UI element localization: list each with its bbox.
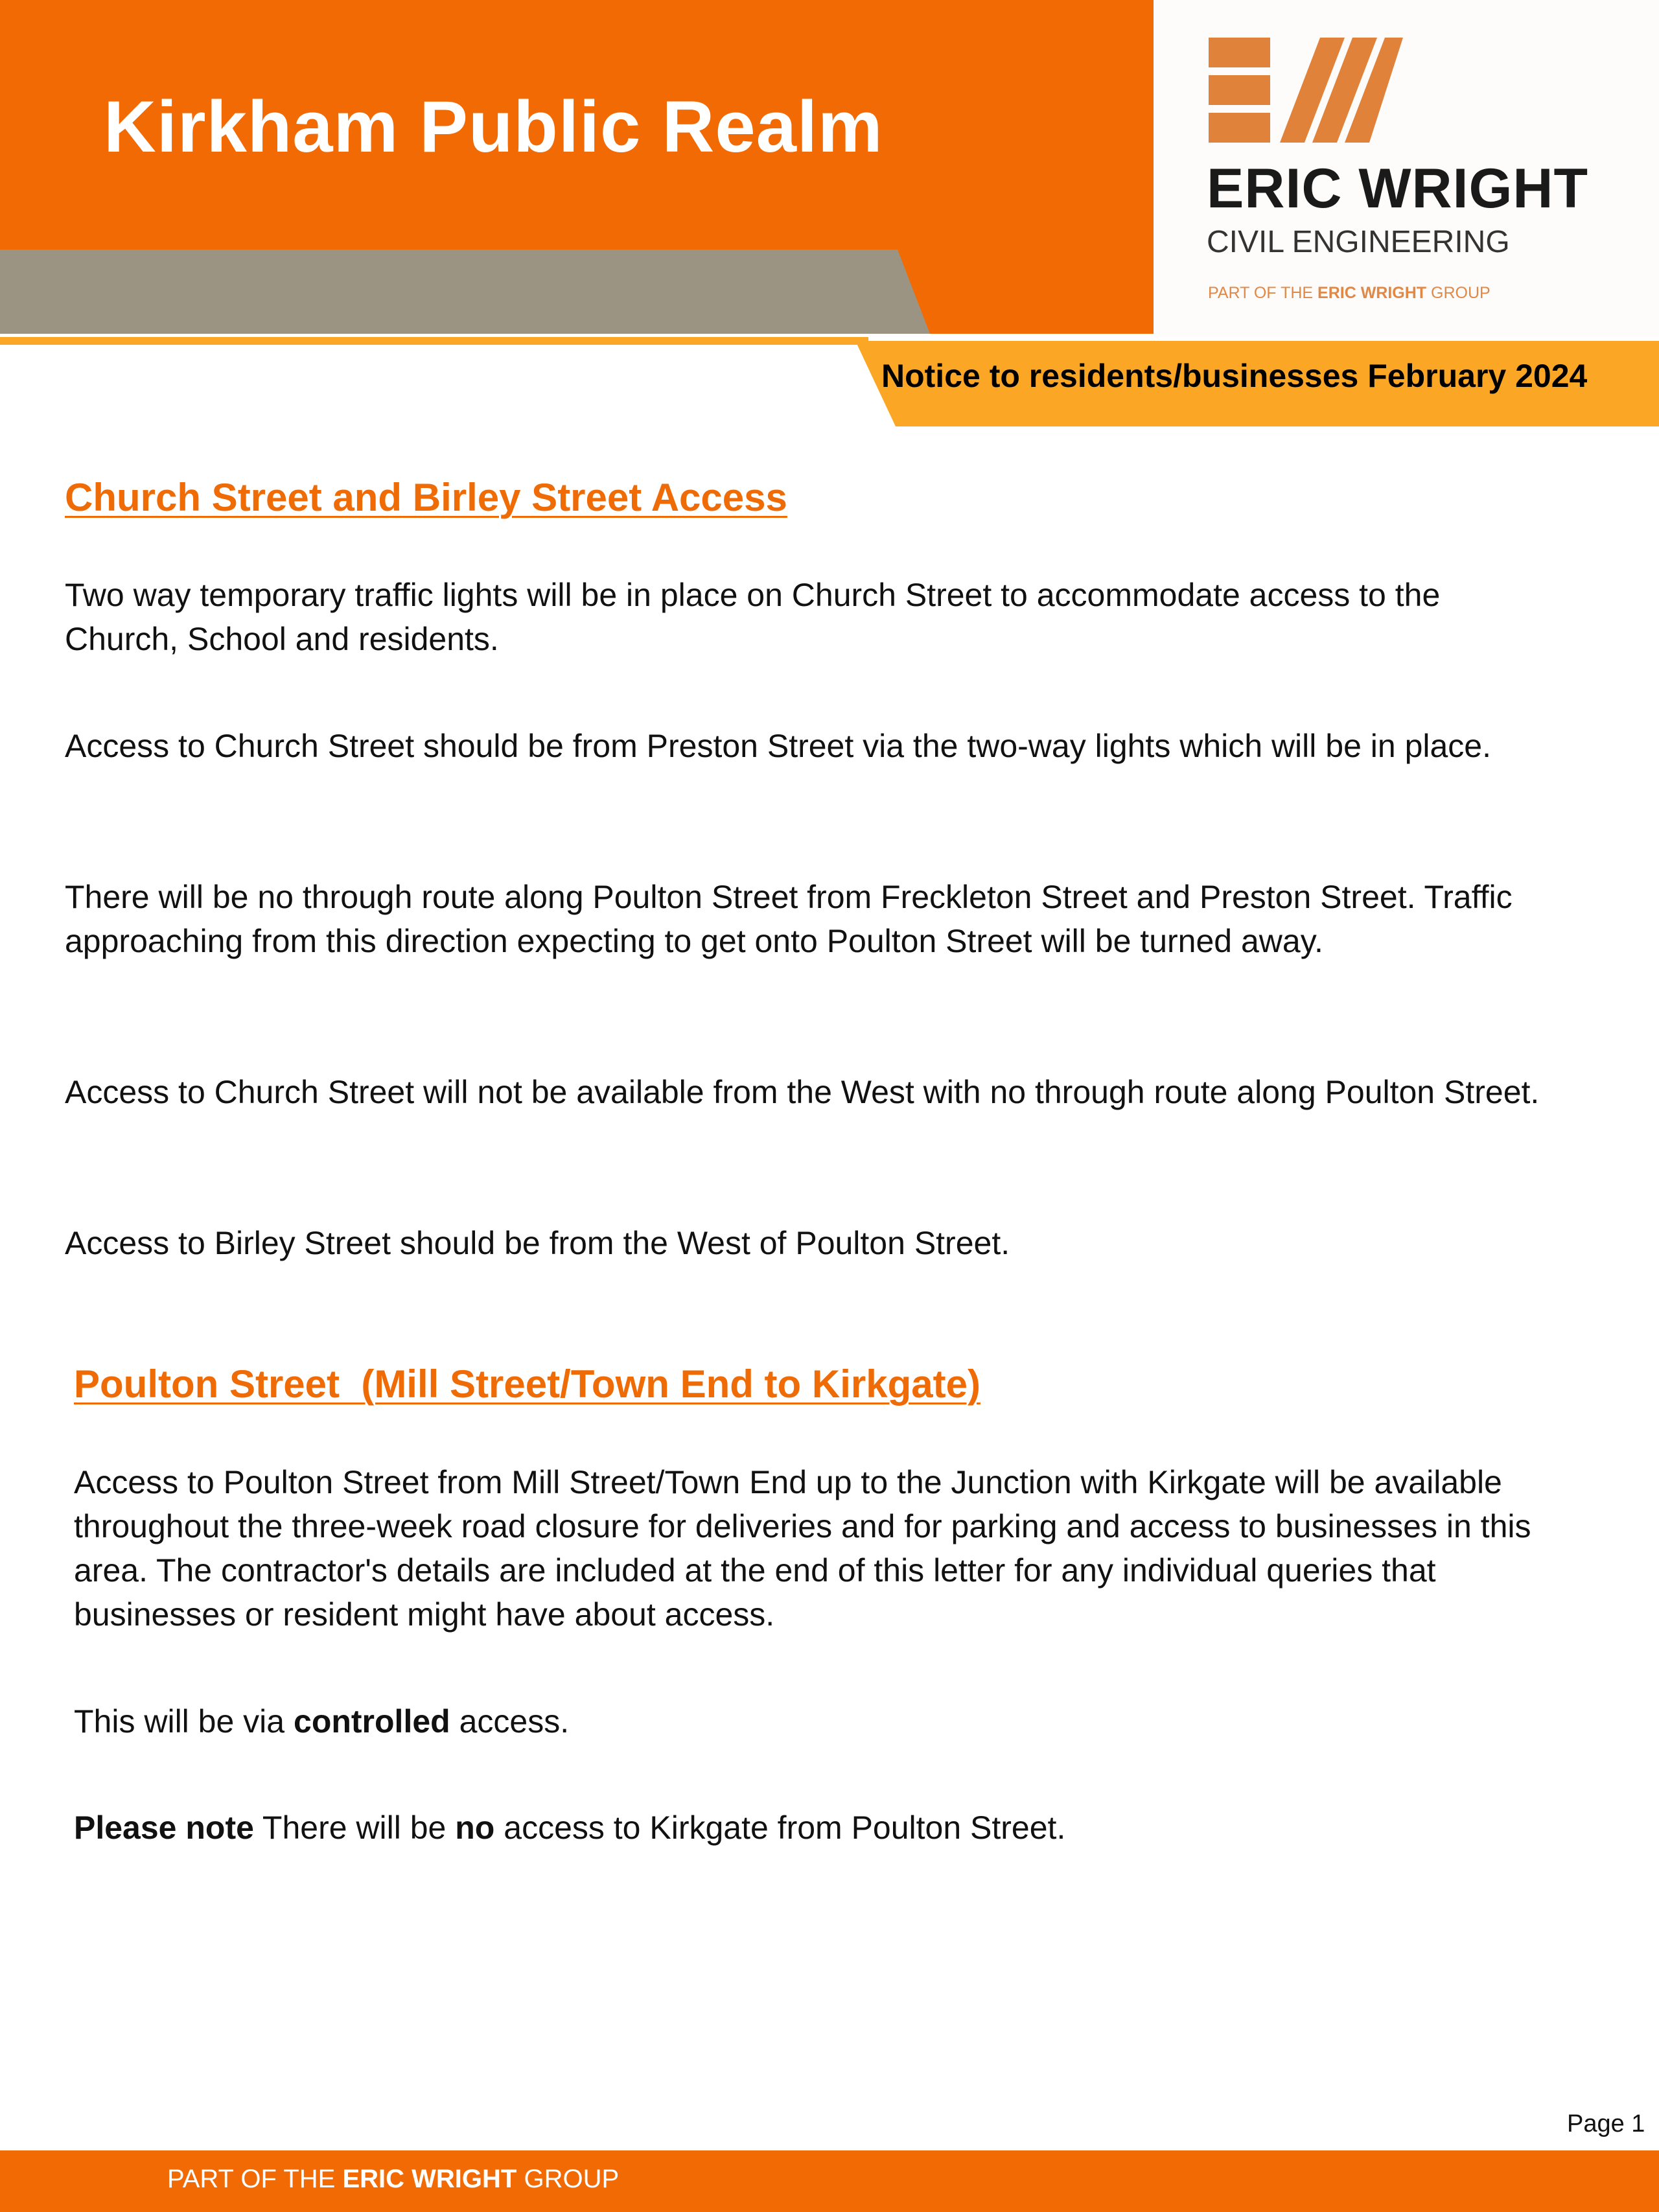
note-label: Please note (74, 1810, 254, 1846)
paragraph: Two way temporary traffic lights will be in place on Church Street to accommodate access to the Church, School and residents. (65, 577, 1441, 657)
paragraph: There will be no through route along Poulton Street from Freckleton Street and Preston Street. Traffic approaching from this direction expecting to get onto Poulton Street will be turned away. (65, 879, 1513, 959)
section-title-poulton-street: Poulton Street (Mill Street/Town End to Kirkgate) (74, 1362, 980, 1406)
controlled-before: This will be via (74, 1703, 285, 1740)
paragraph: Access to Church Street will not be available from the West with no through route along Poulton Street. (65, 1074, 1540, 1110)
notice-heading: Notice to residents/businesses February 2024 (881, 358, 1588, 394)
please-note-line (74, 1806, 1564, 1850)
footer-group-brand: ERIC WRIGHT (342, 2165, 517, 2193)
footer-group-suffix: GROUP (524, 2165, 620, 2193)
eric-wright-logo-icon (1209, 38, 1403, 143)
controlled-after: access. (459, 1703, 570, 1740)
header-divider (0, 337, 868, 345)
logo-group-line (1208, 285, 1491, 301)
controlled-access-line (74, 1699, 1564, 1743)
paragraph: Access to Poulton Street from Mill Street/Town End up to the Junction with Kirkgate will be available throughout the three-week road closure for deliveries and for parking and access to businesses in this area. The contractor's details are included at the end of this letter for any individual queries that businesses or resident might have about access. (74, 1464, 1531, 1633)
page-number: Page 1 (1567, 2110, 1645, 2137)
paragraph: Access to Birley Street should be from the West of Poulton Street. (65, 1225, 1010, 1261)
logo-group-suffix: GROUP (1431, 284, 1491, 302)
header-grey-stripe (0, 250, 930, 334)
logo-group-brand: ERIC WRIGHT (1317, 284, 1427, 302)
note-before: There will be (262, 1810, 447, 1846)
logo-group-prefix: PART OF THE (1208, 284, 1314, 302)
paragraph: Access to Church Street should be from Preston Street via the two-way lights which will be in place. (65, 728, 1492, 764)
logo-wordmark: ERIC WRIGHT (1207, 157, 1589, 220)
section-title-church-street: Church Street and Birley Street Access (65, 476, 787, 519)
footer-group-line (167, 2166, 619, 2192)
note-after: access to Kirkgate from Poulton Street. (504, 1810, 1066, 1846)
controlled-bold: controlled (294, 1703, 450, 1740)
footer-group-prefix: PART OF THE (167, 2165, 336, 2193)
logo-subtitle: CIVIL ENGINEERING (1207, 225, 1510, 259)
note-bold: no (455, 1810, 495, 1846)
page-title: Kirkham Public Realm (104, 86, 883, 167)
